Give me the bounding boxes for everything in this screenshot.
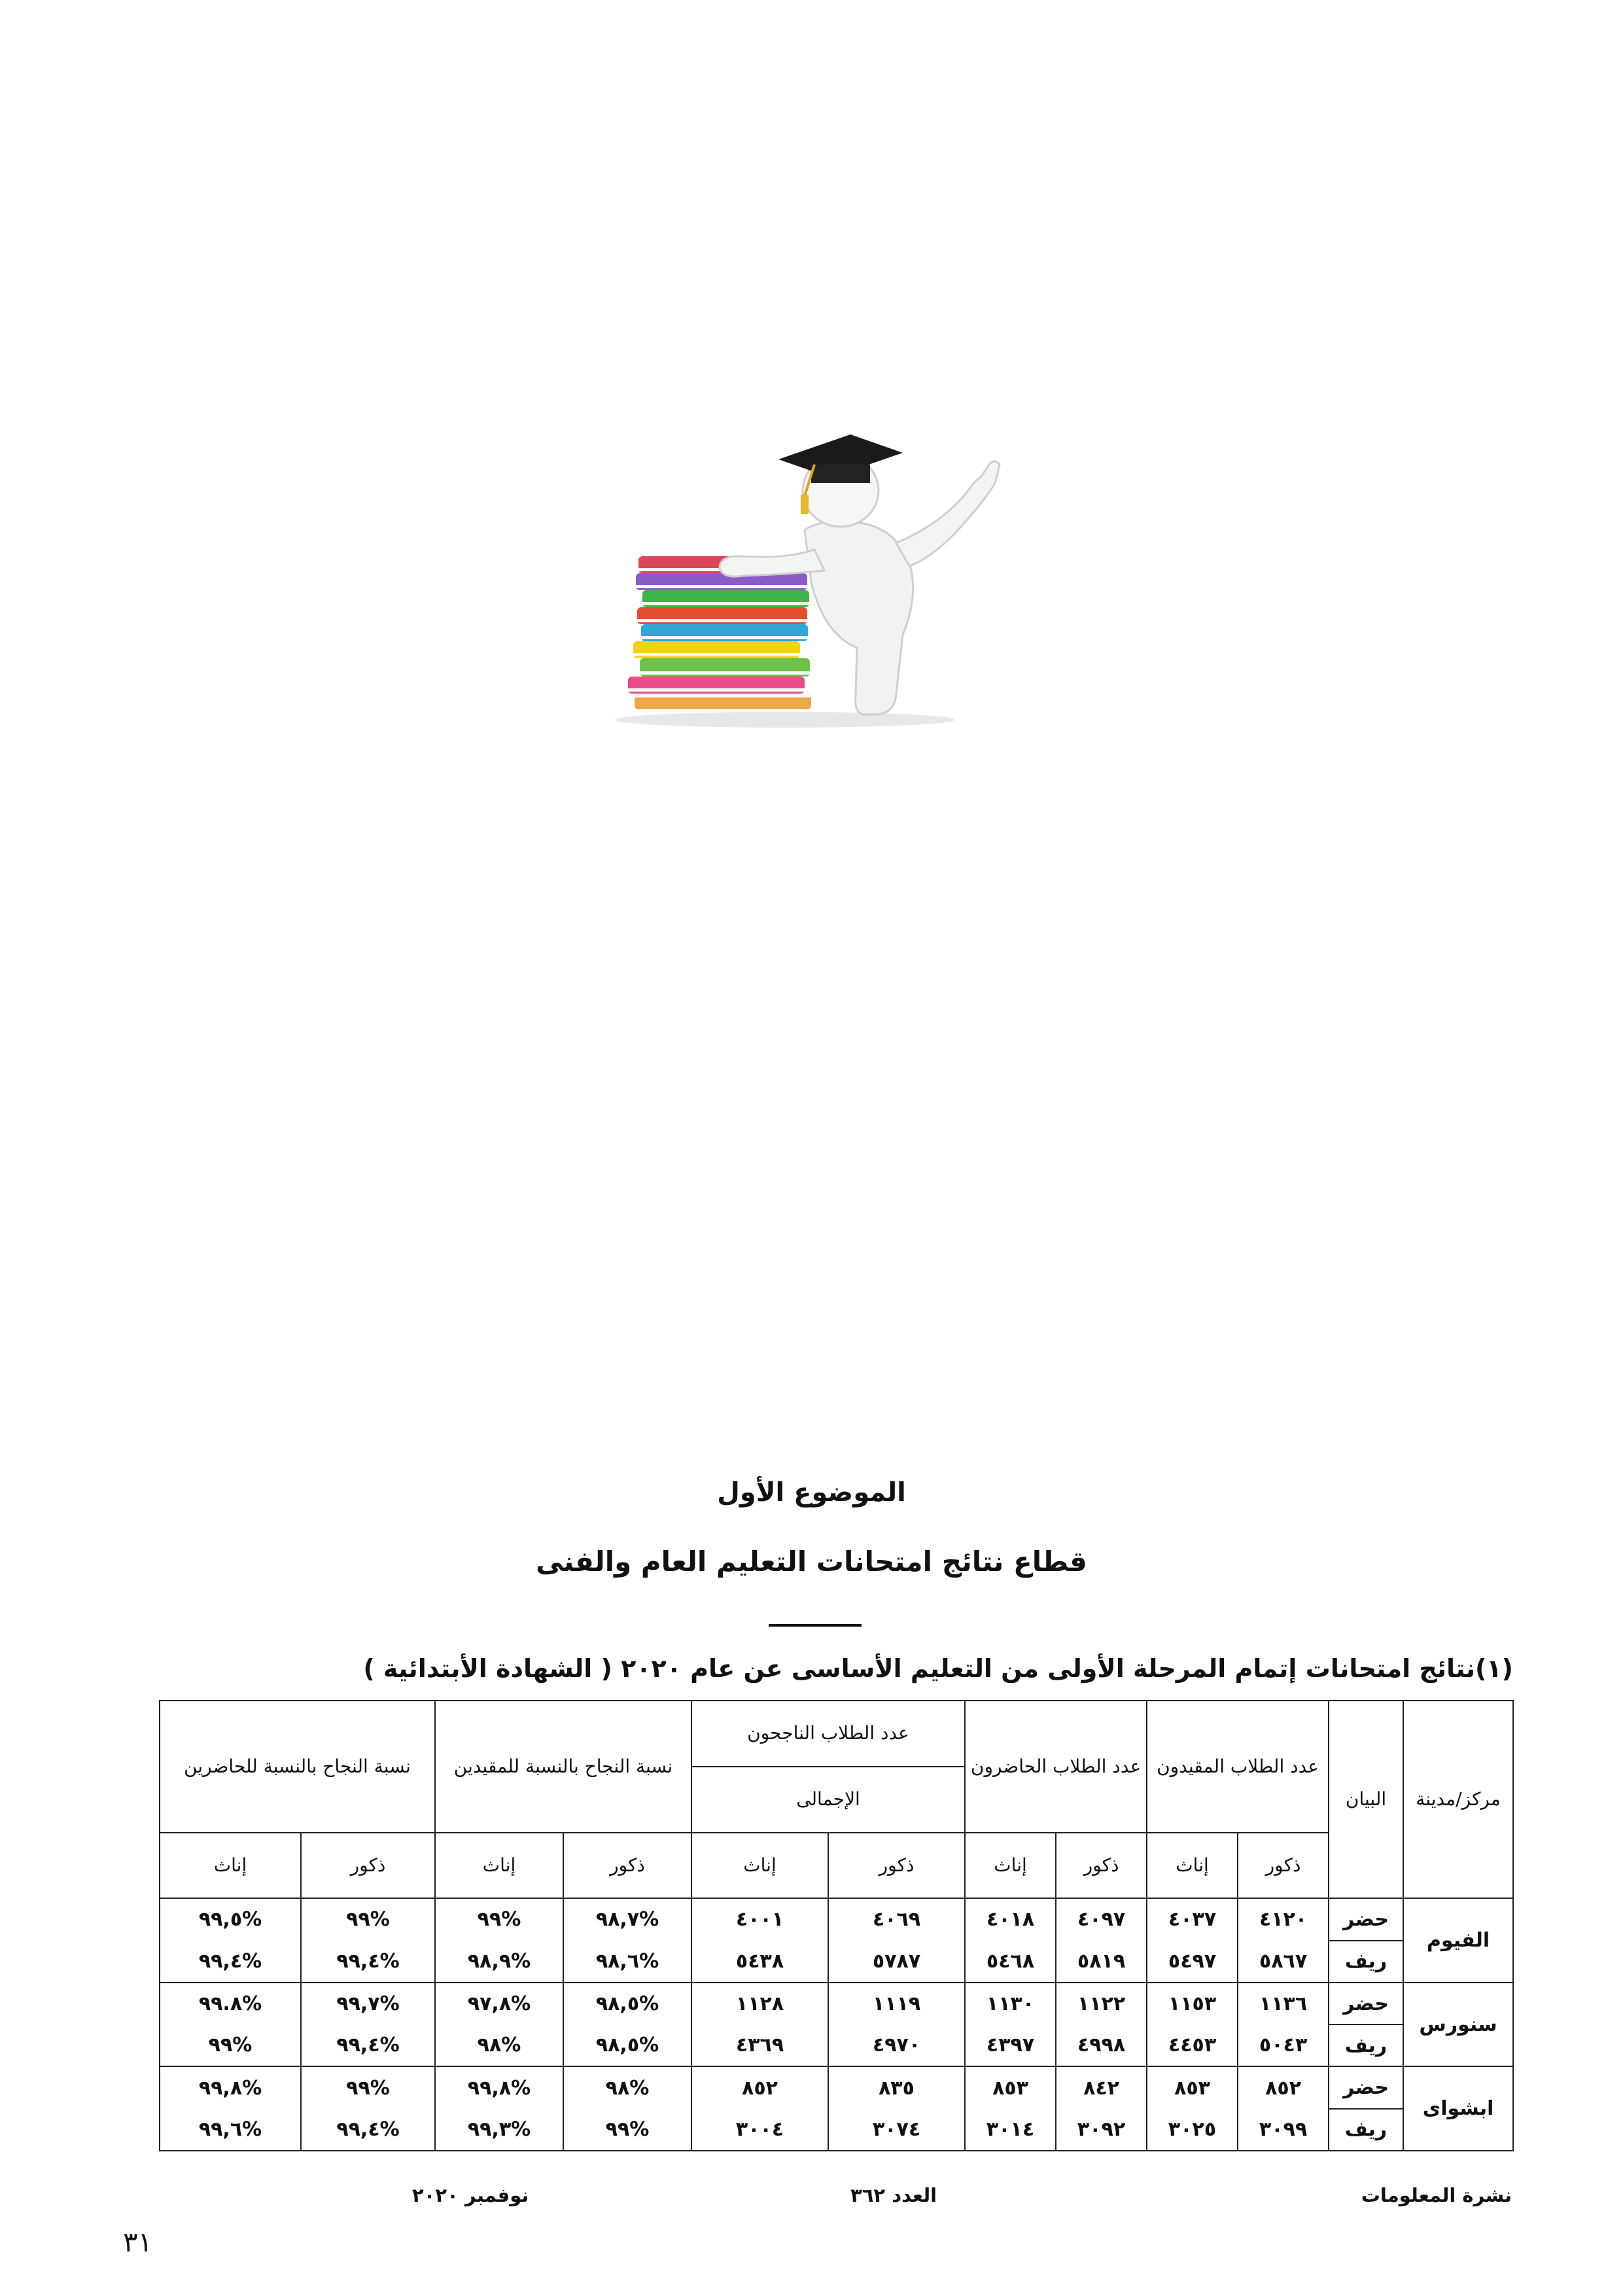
value-cell: ١١١٩ xyxy=(828,1983,965,2024)
footer-issue: العدد ٣٦٢ xyxy=(850,2184,937,2206)
value-cell: ٤٠٣٧ xyxy=(1147,1898,1238,1940)
value-cell: %٩٨,٧ xyxy=(563,1898,691,1940)
area-cell: ريف xyxy=(1329,1941,1403,1983)
value-cell: ٤٣٦٩ xyxy=(691,2024,828,2066)
area-cell: حضر xyxy=(1329,1983,1403,2024)
city-cell: الفيوم xyxy=(1403,1898,1513,1983)
header-females: إناث xyxy=(691,1833,828,1899)
area-cell: ريف xyxy=(1329,2109,1403,2151)
header-row-3 xyxy=(160,1833,1513,1899)
value-cell: %٩٨ xyxy=(435,2024,563,2066)
value-cell: ٥٠٤٣ xyxy=(1238,2024,1329,2066)
footer-date: نوفمبر ٢٠٢٠ xyxy=(412,2184,529,2206)
value-cell: %٩٩.٨ xyxy=(160,1983,301,2024)
table-row xyxy=(160,2024,1513,2066)
table-title: (١)نتائج امتحانات إتمام المرحلة الأولى من التعليم الأساسى عن عام ٢٠٢٠ ( الشهادة الأبتدائية ) xyxy=(363,1654,1513,1683)
value-cell: ١١٢٢ xyxy=(1056,1983,1147,2024)
table-row xyxy=(160,1983,1513,2024)
value-cell: %٩٩,٥ xyxy=(160,1898,301,1940)
value-cell: ١١٥٣ xyxy=(1147,1983,1238,2024)
value-cell: ٥٨٦٧ xyxy=(1238,1941,1329,1983)
value-cell: ٤٩٧٠ xyxy=(828,2024,965,2066)
value-cell: ٤٠١٨ xyxy=(965,1898,1056,1940)
value-cell: ١١٢٨ xyxy=(691,1983,828,2024)
value-cell: %٩٨,٩ xyxy=(435,1941,563,1983)
table-row xyxy=(160,2066,1513,2108)
table-row xyxy=(160,1898,1513,1940)
value-cell: %٩٧,٨ xyxy=(435,1983,563,2024)
value-cell: %٩٩,٤ xyxy=(301,2109,435,2151)
value-cell: ٥٧٨٧ xyxy=(828,1941,965,1983)
value-cell: ٣٠١٤ xyxy=(965,2109,1056,2151)
value-cell: ٣٠٩٢ xyxy=(1056,2109,1147,2151)
value-cell: %٩٩,٤ xyxy=(301,2024,435,2066)
value-cell: ٥٤٦٨ xyxy=(965,1941,1056,1983)
value-cell: %٩٩ xyxy=(160,2024,301,2066)
value-cell: %٩٨,٥ xyxy=(563,2024,691,2066)
value-cell: ٣٠٢٥ xyxy=(1147,2109,1238,2151)
header-males: ذكور xyxy=(828,1833,965,1899)
value-cell: %٩٩,٤ xyxy=(160,1941,301,1983)
page-number: ٣١ xyxy=(123,2226,153,2258)
value-cell: %٩٩ xyxy=(301,1898,435,1940)
header-row-1 xyxy=(160,1701,1513,1767)
header-males: ذكور xyxy=(1238,1833,1329,1899)
header-males: ذكور xyxy=(563,1833,691,1899)
value-cell: ٤٠٦٩ xyxy=(828,1898,965,1940)
header-rate-enrolled: نسبة النجاح بالنسبة للمقيدين xyxy=(435,1701,691,1833)
header-males: ذكور xyxy=(301,1833,435,1899)
exam-results-table xyxy=(159,1700,1514,2151)
value-cell: %٩٨,٦ xyxy=(563,1941,691,1983)
header-enrolled: عدد الطلاب المقيدون xyxy=(1147,1701,1329,1833)
book-stack-icon xyxy=(628,556,811,709)
value-cell: ٣٠٧٤ xyxy=(828,2109,965,2151)
value-cell: ٤٠٠١ xyxy=(691,1898,828,1940)
value-cell: %٩٩,٨ xyxy=(160,2066,301,2108)
header-passed: عدد الطلاب الناجحون xyxy=(691,1701,965,1767)
value-cell: ٤٣٩٧ xyxy=(965,2024,1056,2066)
topic-heading: الموضوع الأول xyxy=(717,1477,906,1508)
value-cell: %٩٨ xyxy=(563,2066,691,2108)
value-cell: ٥٤٩٧ xyxy=(1147,1941,1238,1983)
header-rate-present: نسبة النجاح بالنسبة للحاضرين xyxy=(160,1701,435,1833)
header-females: إناث xyxy=(965,1833,1056,1899)
value-cell: ٤٤٥٣ xyxy=(1147,2024,1238,2066)
value-cell: %٩٩,٧ xyxy=(301,1983,435,2024)
value-cell: %٩٩ xyxy=(435,1898,563,1940)
value-cell: %٩٩,٣ xyxy=(435,2109,563,2151)
value-cell: %٩٨,٥ xyxy=(563,1983,691,2024)
header-males: ذكور xyxy=(1056,1833,1147,1899)
city-cell: ابشواى xyxy=(1403,2066,1513,2151)
city-cell: سنورس xyxy=(1403,1983,1513,2067)
value-cell: ٨٣٥ xyxy=(828,2066,965,2108)
heading-divider xyxy=(769,1624,862,1627)
value-cell: %٩٩,٦ xyxy=(160,2109,301,2151)
value-cell: ١١٣٠ xyxy=(965,1983,1056,2024)
value-cell: %٩٩,٤ xyxy=(301,1941,435,1983)
results-body xyxy=(160,1898,1513,2151)
sector-heading: قطاع نتائج امتحانات التعليم العام والفنى xyxy=(536,1545,1087,1578)
graduate-with-books-image xyxy=(589,419,1034,733)
value-cell: ٨٥٣ xyxy=(1147,2066,1238,2108)
table-row xyxy=(160,1941,1513,1983)
header-females: إناث xyxy=(435,1833,563,1899)
footer-publication: نشرة المعلومات xyxy=(1361,2184,1512,2206)
value-cell: ٣٠٩٩ xyxy=(1238,2109,1329,2151)
value-cell: ٨٥٢ xyxy=(1238,2066,1329,2108)
value-cell: ٨٤٢ xyxy=(1056,2066,1147,2108)
value-cell: ٣٠٠٤ xyxy=(691,2109,828,2151)
value-cell: ١١٣٦ xyxy=(1238,1983,1329,2024)
value-cell: %٩٩ xyxy=(563,2109,691,2151)
header-item: البيان xyxy=(1329,1701,1403,1898)
header-city: مركز/مدينة xyxy=(1403,1701,1513,1898)
value-cell: ٨٥٢ xyxy=(691,2066,828,2108)
value-cell: ٤٠٩٧ xyxy=(1056,1898,1147,1940)
header-females: إناث xyxy=(1147,1833,1238,1899)
value-cell: ٤١٢٠ xyxy=(1238,1898,1329,1940)
value-cell: ٥٤٣٨ xyxy=(691,1941,828,1983)
value-cell: %٩٩ xyxy=(301,2066,435,2108)
header-females: إناث xyxy=(160,1833,301,1899)
area-cell: حضر xyxy=(1329,1898,1403,1940)
value-cell: ٨٥٣ xyxy=(965,2066,1056,2108)
table-row xyxy=(160,2109,1513,2151)
header-present: عدد الطلاب الحاضرون xyxy=(965,1701,1147,1833)
header-total: الإجمالى xyxy=(691,1767,965,1833)
area-cell: ريف xyxy=(1329,2024,1403,2066)
value-cell: ٥٨١٩ xyxy=(1056,1941,1147,1983)
value-cell: %٩٩,٨ xyxy=(435,2066,563,2108)
area-cell: حضر xyxy=(1329,2066,1403,2108)
value-cell: ٤٩٩٨ xyxy=(1056,2024,1147,2066)
